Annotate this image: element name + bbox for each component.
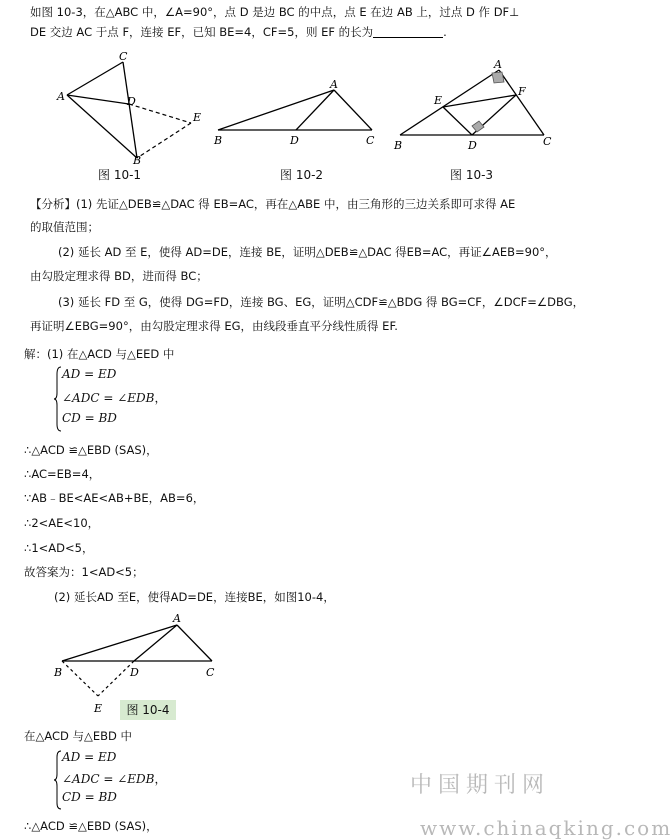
sys2-tail: ， [154, 772, 167, 786]
fig3-label-e: E [434, 94, 443, 107]
fig2-label-b: B [214, 134, 223, 147]
figure-10-3 [392, 56, 562, 156]
solution-step-6: 故答案为：1<AD<5； [24, 565, 144, 579]
sys2-eq-1: AD = ED [62, 750, 117, 764]
problem-line-2-end: . [443, 25, 447, 39]
solution-step-5: ∴1<AD<5， [24, 541, 94, 555]
watermark-url: www.chinaqking.com [420, 816, 672, 840]
analysis-p2a: (2) 延长 AD 至 E，使得 AD=DE，连接 BE，证明△DEB≌△DAC 得EB=AC，再证∠AEB=90°， [58, 245, 557, 259]
fig1-label-b: B [133, 154, 142, 167]
sys2-eq-2-text: ∠ADC = ∠EDB [62, 772, 155, 786]
analysis-p1b: 的取值范围； [30, 220, 99, 234]
fig4-label-c: C [206, 666, 215, 679]
figure-10-1 [55, 50, 215, 165]
analysis-p3a: (3) 延长 FD 至 G，使得 DG=FD，连接 BG、EG，证明△CDF≌△BDG 得 BG=CF，∠DCF=∠DBG， [58, 295, 585, 309]
figure-10-2 [210, 78, 390, 150]
figure-caption-1: 图 10-1 [98, 168, 142, 182]
fig1-label-a: A [57, 90, 65, 103]
fig1-label-d: D [127, 95, 136, 108]
solution-step-4: ∴2<AE<10， [24, 516, 100, 530]
figure-caption-3: 图 10-3 [450, 168, 494, 182]
fig3-label-a: A [494, 58, 502, 71]
analysis-p1a: 【分析】(1) 先证△DEB≌△DAC 得 EB=AC，再在△ABE 中，由三角形的三边关系即可求得 AE [30, 197, 516, 211]
fig3-label-f: F [518, 85, 526, 98]
solution-step-1: ∴△ACD ≌△EBD (SAS)， [24, 443, 158, 457]
fig4-label-d: D [130, 666, 139, 679]
brace-icon [54, 366, 62, 432]
sys1-tail: ， [154, 391, 167, 405]
fig2-label-d: D [290, 134, 299, 147]
fig3-label-d: D [468, 139, 477, 152]
solution-step-9: ∴△ACD ≌△EBD (SAS)， [24, 819, 158, 833]
equation-system-2 [54, 750, 214, 810]
figure-caption-4: 图 10-4 [120, 700, 176, 720]
solution-step-2: ∴AC=EB=4， [24, 467, 101, 481]
solution-step-3: ∵AB﹣BE<AE<AB+BE，AB=6， [24, 491, 205, 505]
answer-blank [373, 27, 443, 38]
fig3-label-c: C [543, 135, 552, 148]
sys2-eq-2 [62, 770, 166, 787]
problem-line-2 [30, 24, 447, 40]
figure-caption-2: 图 10-2 [280, 168, 324, 182]
sys2-eq-3: CD = BD [62, 790, 117, 804]
fig4-label-b: B [54, 666, 63, 679]
solution-head: 解：(1) 在△ACD 与△EED 中 [24, 347, 175, 361]
solution-step-8: 在△ACD 与△EBD 中 [24, 729, 133, 743]
fig2-label-a: A [330, 78, 338, 91]
sys1-eq-2-text: ∠ADC = ∠EDB [62, 391, 155, 405]
fig3-label-b: B [394, 139, 403, 152]
problem-line-2-text: DE 交边 AC 于点 F，连接 EF，已知 BE=4，CF=5，则 EF 的长为 [30, 25, 374, 39]
solution-step-7: (2) 延长AD 至E，使得AD=DE，连接BE，如图10-4， [54, 590, 335, 604]
fig1-label-e: E [193, 111, 202, 124]
sys1-eq-2 [62, 389, 166, 406]
analysis-p2b: 由勾股定理求得 BD，进而得 BC； [30, 269, 208, 283]
watermark-site-name: 中国期刊网 [410, 773, 551, 798]
equation-system-1 [54, 366, 214, 432]
problem-line-1: 如图 10-3，在△ABC 中，∠A=90°，点 D 是边 BC 的中点，点 E 在边 AB 上，过点 D 作 DF⊥ [30, 5, 520, 19]
brace-icon [54, 750, 62, 810]
analysis-p3b: 再证明∠EBG=90°，由勾股定理求得 EG，由线段垂直平分线性质得 EF. [30, 319, 398, 333]
sys1-eq-1: AD = ED [62, 367, 117, 381]
fig4-label-a: A [173, 612, 181, 625]
fig1-label-c: C [119, 50, 128, 63]
fig2-label-c: C [366, 134, 375, 147]
sys1-eq-3: CD = BD [62, 411, 117, 425]
fig4-label-e: E [94, 702, 103, 715]
